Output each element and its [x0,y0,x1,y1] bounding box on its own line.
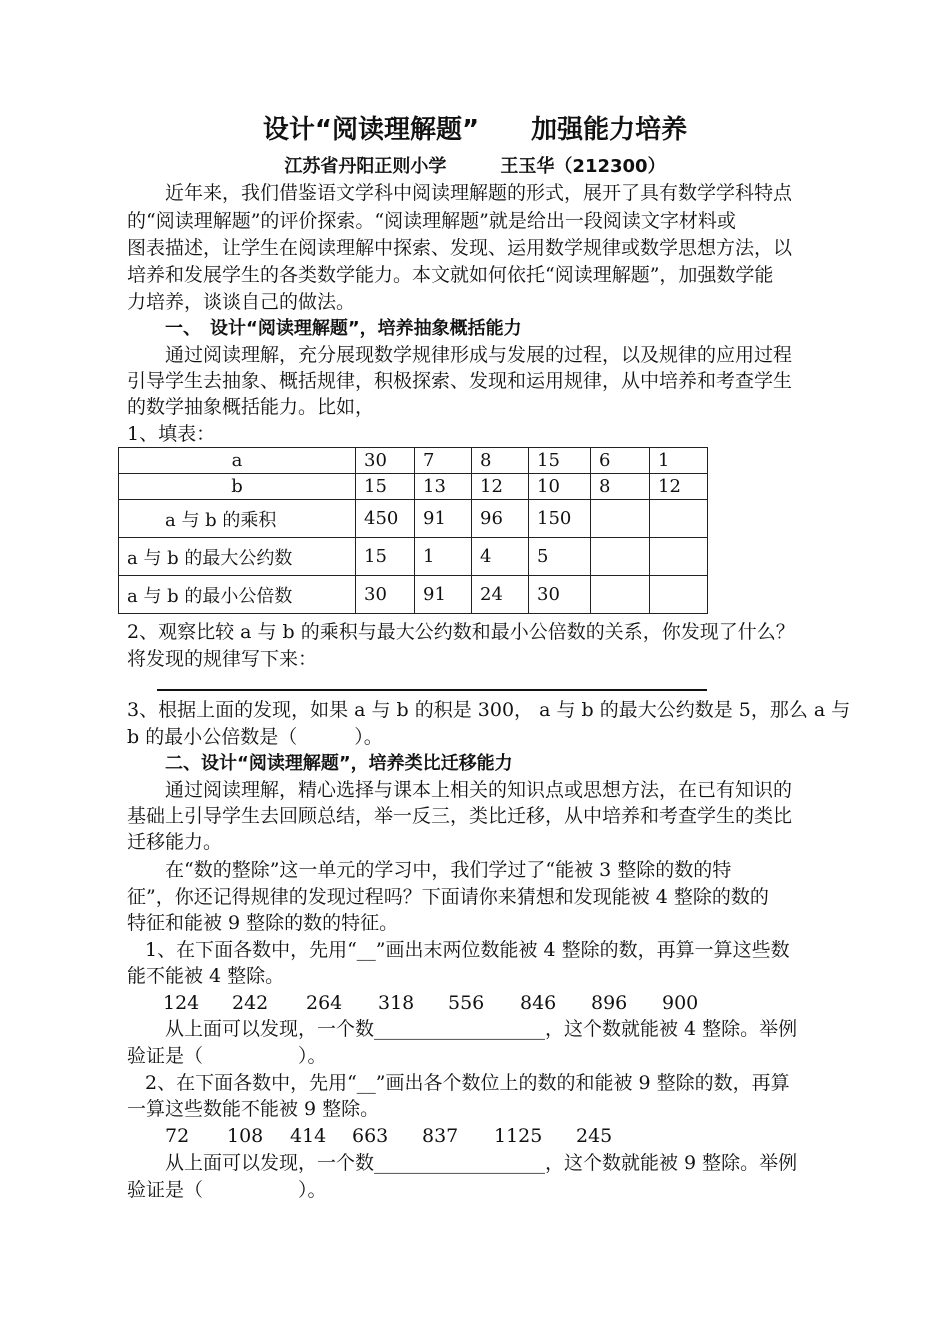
number-item: 896 [591,992,628,1014]
author-line: 江苏省丹阳正则小学 王玉华（212300） [284,156,666,177]
finding-1: 从上面可以发现，一个数__________________，这个数就能被 4 整除。举例 [165,1018,798,1040]
question-3: 3、根据上面的发现，如果 a 与 b 的积是 300， a 与 b 的最大公约数是 5，那么 a 与 [127,699,851,721]
table-cell: 24 [472,576,529,614]
section-heading-2: 二、设计“阅读理解题”，培养类比迁移能力 [165,753,513,774]
number-item: 556 [448,992,485,1014]
number-item: 72 [165,1125,190,1147]
item-2-cont: 一算这些数能不能被 9 整除。 [127,1098,380,1120]
section1-para-line: 的数学抽象概括能力。比如， [127,396,375,418]
number-item: 414 [290,1125,327,1147]
item-1: 1、在下面各数中，先用“__”画出末两位数能被 4 整除的数，再算一算这些数 [145,939,790,961]
table-row [119,448,708,474]
intro-line: 近年来，我们借鉴语文学科中阅读理解题的形式，展开了具有数学学科特点 [165,182,793,204]
number-item: 837 [422,1125,459,1147]
table-cell: 5 [529,538,591,576]
table-cell: 7 [415,448,472,474]
question-1: 1、填表： [127,423,216,445]
fill-in-table [118,447,708,614]
number-item: 900 [662,992,699,1014]
question-3-cont: b 的最小公倍数是（ ）。 [127,726,383,748]
table-row [119,474,708,500]
finding-2-cont: 验证是（ ）。 [127,1179,327,1201]
intro-line: 的“阅读理解题”的评价探索。“阅读理解题”就是给出一段阅读文字材料或 [127,210,736,232]
section2-para-line: 通过阅读理解，精心选择与课本上相关的知识点或思想方法，在已有知识的 [165,779,793,801]
question-2-cont: 将发现的规律写下来： [127,648,318,670]
item-1-cont: 能不能被 4 整除。 [127,965,285,987]
table-cell: 30 [529,576,591,614]
item-2: 2、在下面各数中，先用“__”画出各个数位上的数的和能被 9 整除的数，再算 [145,1072,790,1094]
number-item: 663 [352,1125,389,1147]
number-item: 242 [232,992,269,1014]
table-cell: 10 [529,474,591,500]
section1-para-line: 通过阅读理解，充分展现数学规律形成与发展的过程，以及规律的应用过程 [165,344,793,366]
number-item: 108 [227,1125,264,1147]
table-cell: 13 [415,474,472,500]
table-cell: 12 [650,474,708,500]
page-title: 设计“阅读理解题” 加强能力培养 [262,115,688,145]
table-cell: 1 [650,448,708,474]
answer-line [157,689,707,691]
table-cell: 4 [472,538,529,576]
table-cell [650,576,708,614]
finding-2: 从上面可以发现，一个数__________________，这个数就能被 9 整除。举例 [165,1152,798,1174]
table-cell: 150 [529,500,591,538]
table-cell: 30 [356,576,415,614]
row-label: a 与 b 的最小公倍数 [119,576,356,614]
finding-1-cont: 验证是（ ）。 [127,1045,327,1067]
table-cell: 12 [472,474,529,500]
table-cell: 6 [591,448,650,474]
number-item: 245 [576,1125,613,1147]
number-item: 318 [378,992,415,1014]
row-label: a [119,448,356,474]
number-item: 124 [163,992,200,1014]
number-item: 846 [520,992,557,1014]
table-cell [591,500,650,538]
intro-line: 培养和发展学生的各类数学能力。本文就如何依托“阅读理解题”，加强数学能 [127,264,774,286]
section-heading-1: 一、 设计“阅读理解题”，培养抽象概括能力 [165,318,522,339]
table-row [119,538,708,576]
table-cell: 30 [356,448,415,474]
table-cell: 91 [415,576,472,614]
row-label: a 与 b 的乘积 [119,500,356,538]
row-label: b [119,474,356,500]
table-cell [650,500,708,538]
table-cell: 8 [591,474,650,500]
section2-para2-line: 特征和能被 9 整除的数的特征。 [127,912,399,934]
table-cell [591,538,650,576]
table-row [119,500,708,538]
section2-para-line: 迁移能力。 [127,831,223,853]
intro-line: 图表描述，让学生在阅读理解中探索、发现、运用数学规律或数学思想方法，以 [127,237,793,259]
table-cell: 15 [356,474,415,500]
section2-para-line: 基础上引导学生去回顾总结，举一反三，类比迁移，从中培养和考查学生的类比 [127,805,793,827]
section2-para2-line: 征”，你还记得规律的发现过程吗？下面请你来猜想和发现能被 4 整除的数的 [127,886,769,908]
question-2: 2、观察比较 a 与 b 的乘积与最大公约数和最小公倍数的关系，你发现了什么？ [127,621,795,643]
table-cell: 1 [415,538,472,576]
row-label: a 与 b 的最大公约数 [119,538,356,576]
table-row [119,576,708,614]
table-cell: 91 [415,500,472,538]
table-cell: 8 [472,448,529,474]
section1-para-line: 引导学生去抽象、概括规律，积极探索、发现和运用规律，从中培养和考查学生 [127,370,793,392]
table-cell: 96 [472,500,529,538]
table-cell [591,576,650,614]
table-cell [650,538,708,576]
table-cell: 15 [529,448,591,474]
section2-para2-line: 在“数的整除”这一单元的学习中，我们学过了“能被 3 整除的数的特 [165,859,732,881]
table-cell: 15 [356,538,415,576]
intro-line: 力培养，谈谈自己的做法。 [127,291,356,313]
table-cell: 450 [356,500,415,538]
number-item: 264 [306,992,343,1014]
number-item: 1125 [494,1125,543,1147]
